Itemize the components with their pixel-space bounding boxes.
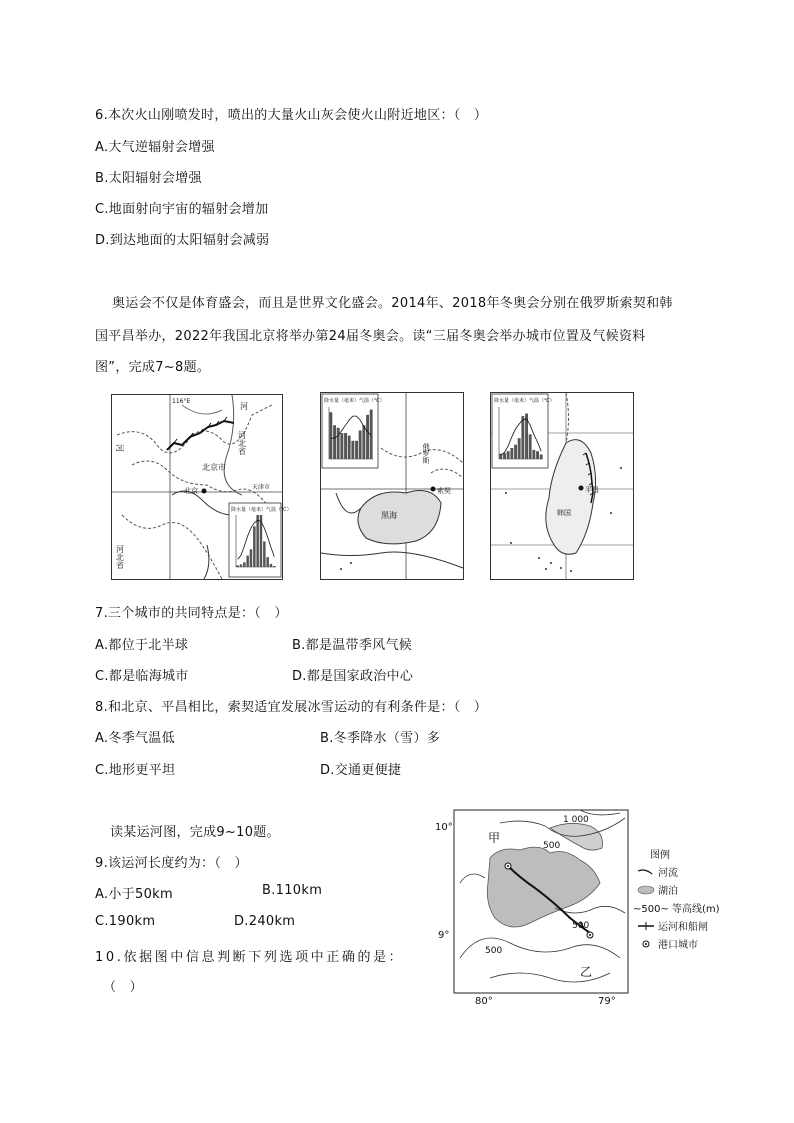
canal-contour-500b: 500 [572,921,590,931]
q10-blank: （ ） [103,980,143,995]
sochi-sea-label: 黑海 [381,511,397,520]
q9-option-a[interactable]: A.小于50km [95,887,173,902]
q6-stem: 6.本次火山刚喷发时，喷出的大量火山灰会使火山附近地区：（ ） [95,108,488,123]
precip-bar [366,415,369,459]
canal-legend-canal: 运河和船闸 [658,922,708,933]
precip-bar [236,565,239,567]
precip-bar [250,549,253,567]
pyeongchang-chart-title: 降水量（毫米）气温（℃） [494,398,555,404]
olympics-passage-line3: 图”，完成7~8题。 [95,360,211,375]
q9-stem: 9.该运河长度约为：（ ） [95,856,248,871]
q7-option-c[interactable]: C.都是临海城市 [95,669,189,684]
precip-bar [351,441,354,459]
canal-label-yi: 乙 [580,965,593,979]
canal-contour-500c: 500 [485,946,503,956]
precip-bar [518,438,521,459]
canal-legend-river: 河流 [658,868,678,879]
q6-option-d[interactable]: D.到达地面的太阳辐射会减弱 [95,233,270,248]
q6-option-c[interactable]: C.地面射向宇宙的辐射会增加 [95,202,269,217]
precip-bar [333,425,336,459]
precip-bar [344,433,347,459]
canal-legend-contour: ~500~ 等高线(m) [633,904,720,915]
beijing-map-hebei-label2: 河北省 [115,545,125,569]
q10-stem: 10.依据图中信息判断下列选项中正确的是： [95,950,405,965]
q6-option-b[interactable]: B.太阳辐射会增强 [95,171,202,186]
q7-option-a[interactable]: A.都位于北半球 [95,638,189,653]
pyeongchang-map [490,392,634,580]
precip-bar [253,526,256,567]
pyeongchang-city-point: 平昌 [585,486,599,494]
canal-legend-port: 港口城市 [658,940,698,951]
q8-stem: 8.和北京、平昌相比，索契适宜发展冰雪运动的有利条件是：（ ） [95,700,488,715]
svg-text:河: 河 [240,402,248,411]
canal-legend-title: 图例 [650,850,670,861]
q7-option-d[interactable]: D.都是国家政治中心 [292,669,414,684]
precip-bar [514,445,517,459]
precip-bar [532,450,535,459]
beijing-city-point: 北京 [184,487,198,495]
precip-bar [246,556,249,567]
canal-lon-right: 79° [598,996,616,1007]
q6-option-a[interactable]: A.大气逆辐射会增强 [95,140,215,155]
beijing-map-city-label: 北京市 [202,463,226,472]
precip-bar [270,564,273,567]
precip-bar [521,416,524,459]
canal-label-jia: 甲 [488,831,501,845]
precip-bar [340,433,343,459]
precip-bar [240,564,243,567]
precip-bar [503,453,506,459]
precip-bar [273,566,276,567]
canal-lat-top: 10° [435,822,453,833]
q8-option-b[interactable]: B.冬季降水（雪）多 [320,731,441,746]
q9-option-c[interactable]: C.190km [95,914,156,929]
beijing-map [111,394,292,580]
q8-option-c[interactable]: C.地形更平坦 [95,763,176,778]
olympics-passage-line2: 国平昌举办，2022年我国北京将举办第24届冬奥会。读“三届冬奥会举办城市位置及气候资料 [95,329,646,344]
q8-option-a[interactable]: A.冬季气温低 [95,731,175,746]
precip-bar [540,455,543,460]
q7-stem: 7.三个城市的共同特点是：（ ） [95,606,288,621]
sochi-city-point: 索契 [437,487,451,495]
q9-option-d[interactable]: D.240km [234,914,296,929]
q8-option-d[interactable]: D.交通更便捷 [320,763,402,778]
canal-map [430,808,730,1008]
precip-bar [329,412,332,459]
svg-text:河: 河 [115,444,124,452]
precip-bar [510,448,513,459]
canal-lon-left: 80° [475,996,493,1007]
canal-lat-bottom: 9° [438,930,450,941]
precip-bar [266,557,269,567]
precip-bar [355,441,358,459]
sochi-chart-title: 降水量（毫米）气温（℃） [324,398,385,404]
precip-bar [337,428,340,459]
precip-bar [362,425,365,459]
q9-option-b[interactable]: B.110km [262,883,323,898]
beijing-map-hebei-label: 河北省 [237,431,247,455]
precip-bar [348,436,351,459]
precip-bar [359,430,362,459]
beijing-lon-label: 116°E [172,398,191,405]
precip-bar [507,451,510,459]
q7-option-b[interactable]: B.都是温带季风气候 [292,638,413,653]
beijing-map-tianjin-label: 天津市 [252,484,271,491]
sochi-map [320,392,464,580]
precip-bar [256,515,259,567]
precip-bar [243,562,246,567]
beijing-chart-title: 降水量（毫米）气温（℃） [231,507,292,513]
canal-contour-1000: 1 000 [563,815,589,825]
pyeongchang-korea-label: 韩国 [557,509,571,517]
sochi-russia-label: 俄罗斯 [422,443,430,464]
canal-passage: 读某运河图，完成9~10题。 [110,825,280,840]
olympics-passage-line1: 奥运会不仅是体育盛会，而且是世界文化盛会。2014年、2018年冬奥会分别在俄罗斯索契和韩 [112,296,673,311]
canal-legend-lake: 湖泊 [658,886,678,897]
precip-bar [529,434,532,459]
canal-contour-500a: 500 [543,841,561,851]
precip-bar [536,451,539,459]
precip-bar [263,542,266,568]
